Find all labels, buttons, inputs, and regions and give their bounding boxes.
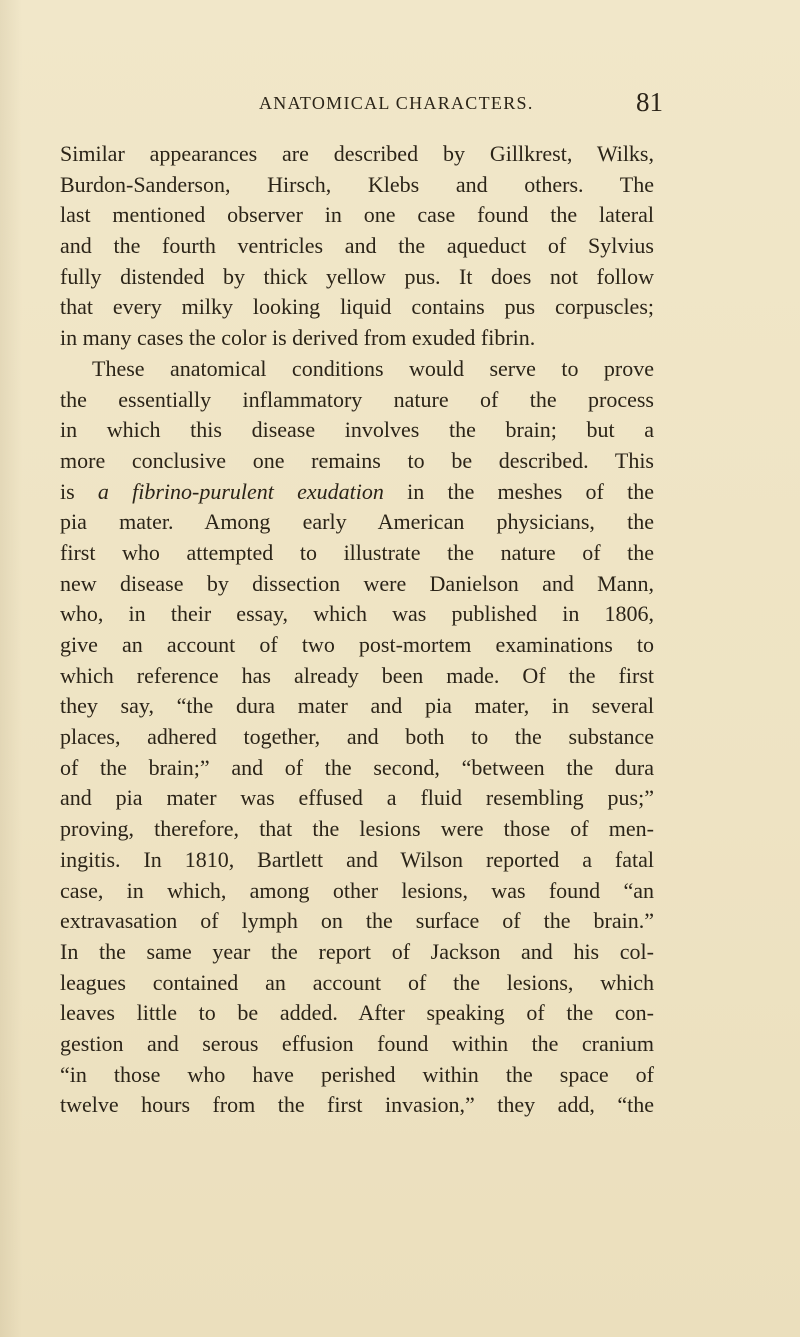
text-line: Similar appearances are described by Gillkrest, Wilks,: [60, 141, 654, 166]
page-number: 81: [636, 87, 663, 117]
text-line: pia mater. Among early American physicians, the: [60, 509, 654, 535]
text-line: and the fourth ventricles and the aqueduct of Sylvius: [60, 233, 654, 259]
text-line: gestion and serous effusion found within the cranium: [60, 1030, 654, 1056]
text-line: in many cases the color is derived from exuded fibrin.: [60, 325, 536, 351]
text-line: which reference has already been made. Of the first: [60, 662, 654, 688]
text-line: “in those who have perished within the space of: [60, 1061, 654, 1087]
text-line: they say, “the dura mater and pia mater, in several: [60, 693, 654, 719]
text-line: twelve hours from the first invasion,” they add, “the: [60, 1092, 654, 1118]
text-line: new disease by dissection were Danielson and Mann,: [60, 570, 654, 596]
text-line-start: is: [60, 478, 98, 504]
italic-term: a fibrino-purulent exudation: [97, 478, 384, 504]
text-line: and pia mater was effused a fluid resembling pus;”: [60, 785, 654, 811]
body-text: [60, 139, 654, 1121]
text-line: places, adhered together, and both to the substance: [60, 724, 654, 750]
text-line: fully distended by thick yellow pus. It does not follow: [60, 263, 654, 289]
text-line: more conclusive one remains to be described. This: [60, 447, 654, 473]
text-line-with-italic: [60, 477, 654, 508]
text-line: case, in which, among other lesions, was found “an: [60, 877, 654, 903]
text-line: of the brain;” and of the second, “between the dura: [60, 754, 654, 780]
text-line: ingitis. In 1810, Bartlett and Wilson reported a fatal: [60, 846, 654, 872]
text-line: last mentioned observer in one case found the lateral: [60, 202, 654, 228]
text-line-end: in the meshes of the: [383, 478, 654, 504]
text-line: who, in their essay, which was published in 1806,: [60, 601, 654, 627]
text-line: proving, therefore, that the lesions were those of men-: [60, 816, 654, 842]
text-line: In the same year the report of Jackson and his col-: [60, 938, 654, 964]
text-line: first who attempted to illustrate the nature of the: [60, 539, 654, 565]
running-head: [0, 89, 800, 121]
text-line: leagues contained an account of the lesions, which: [60, 969, 654, 995]
text-line: in which this disease involves the brain; but a: [60, 417, 654, 443]
text-line: extravasation of lymph on the surface of the brain.”: [60, 908, 654, 934]
text-line: that every milky looking liquid contains pus corpuscles;: [60, 294, 654, 320]
text-line: leaves little to be added. After speaking of the con-: [60, 1000, 654, 1026]
text-line: give an account of two post-mortem examinations to: [60, 632, 654, 657]
text-line: Burdon-Sanderson, Hirsch, Klebs and others. The: [60, 171, 654, 197]
running-title: ANATOMICAL CHARACTERS.: [259, 93, 534, 113]
text-line: the essentially inflammatory nature of the process: [60, 386, 654, 412]
text-line: These anatomical conditions would serve to prove: [92, 355, 654, 381]
